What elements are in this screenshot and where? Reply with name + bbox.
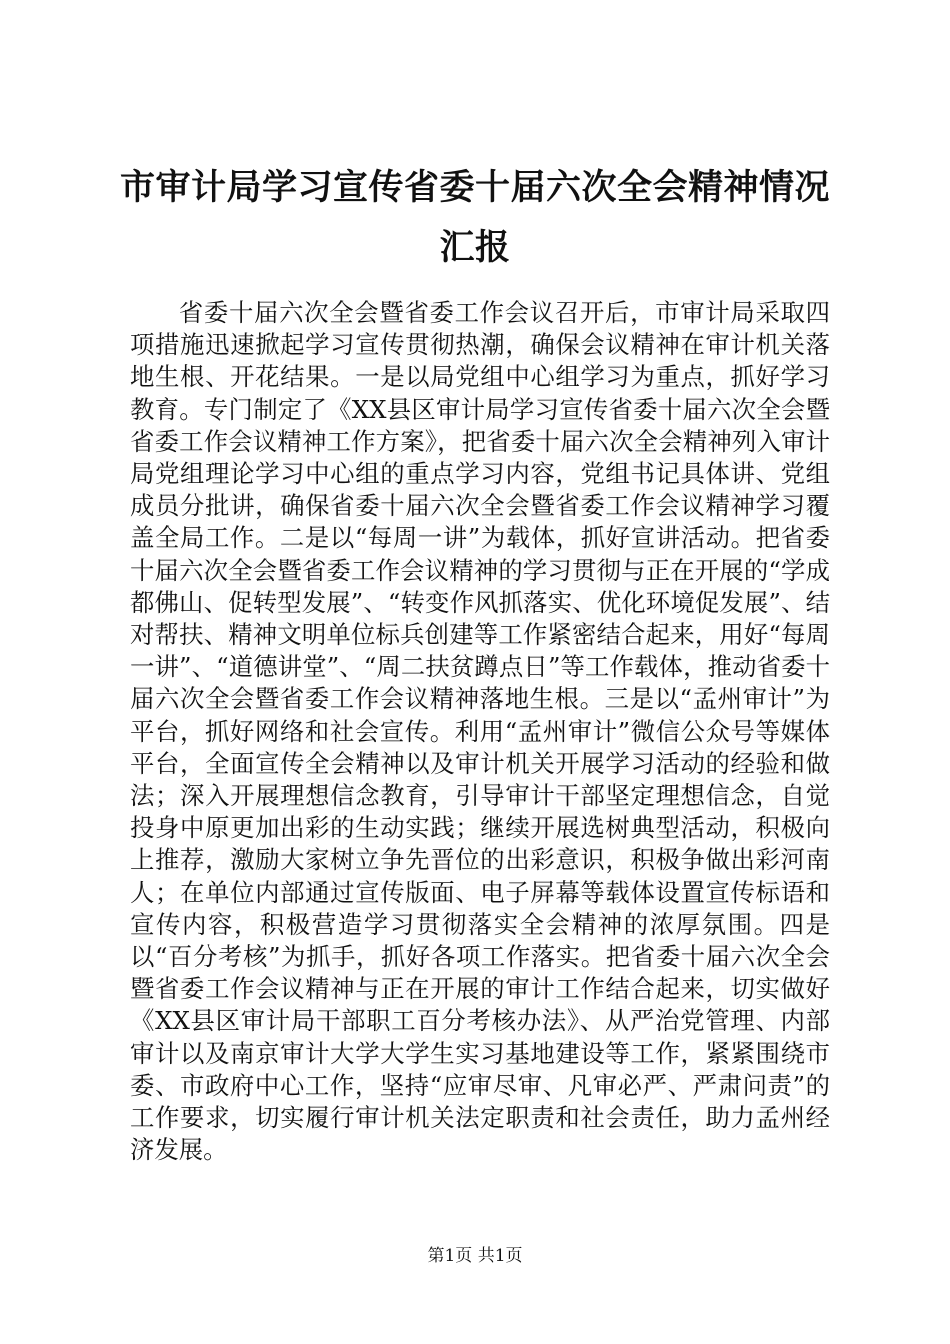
title-line-1: 市审计局学习宣传省委十届六次全会精神情况 xyxy=(119,168,830,208)
document-title xyxy=(100,158,850,278)
page-number-footer: 第1页 共1页 xyxy=(427,1246,523,1266)
title-line-2: 汇报 xyxy=(439,228,511,268)
document-body-paragraph: 省委十届六次全会暨省委工作会议召开后，市审计局采取四项措施迅速掀起学习宣传贯彻热潮，确保会议精神在审计机关落地生根、开花结果。一是以局党组中心组学习为重点，抓好学习教育。专门制定了《XX县区审计局学习宣传省委十届六次全会暨省委工作会议精神工作方案》，把省委十届六次全会精神列入审计局党组理论学习中心组的重点学习内容，党组书记具体讲、党组成员分批讲，确保省委十届六次全会暨省委工作会议精神学习覆盖全局工作。二是以“每周一讲”为载体，抓好宣讲活动。把省委十届六次全会暨省委工作会议精神的学习贯彻与正在开展的“学成都佛山、促转型发展”、“转变作风抓落实、优化环境促发展”、结对帮扶、精神文明单位标兵创建等工作紧密结合起来，用好“每周一讲”、“道德讲堂”、“周二扶贫蹲点日”等工作载体，推动省委十届六次全会暨省委工作会议精神落地生根。三是以“孟州审计”为平台，抓好网络和社会宣传。利用“孟州审计”微信公众号等媒体平台，全面宣传全会精神以及审计机关开展学习活动的经验和做法；深入开展理想信念教育，引导审计干部坚定理想信念，自觉投身中原更加出彩的生动实践；继续开展选树典型活动，积极向上推荐，激励大家树立争先晋位的出彩意识，积极争做出彩河南人；在单位内部通过宣传版面、电子屏幕等载体设置宣传标语和宣传内容，积极营造学习贯彻落实全会精神的浓厚氛围。四是以“百分考核”为抓手，抓好各项工作落实。把省委十届六次全会暨省委工作会议精神与正在开展的审计工作结合起来，切实做好《XX县区审计局干部职工百分考核办法》、从严治党管理、内部审计以及南京审计大学大学生实习基地建设等工作，紧紧围绕市委、市政府中心工作，坚持“应审尽审、凡审必严、严肃问责”的工作要求，切实履行审计机关法定职责和社会责任，助力孟州经济发展。 xyxy=(130,298,830,1165)
